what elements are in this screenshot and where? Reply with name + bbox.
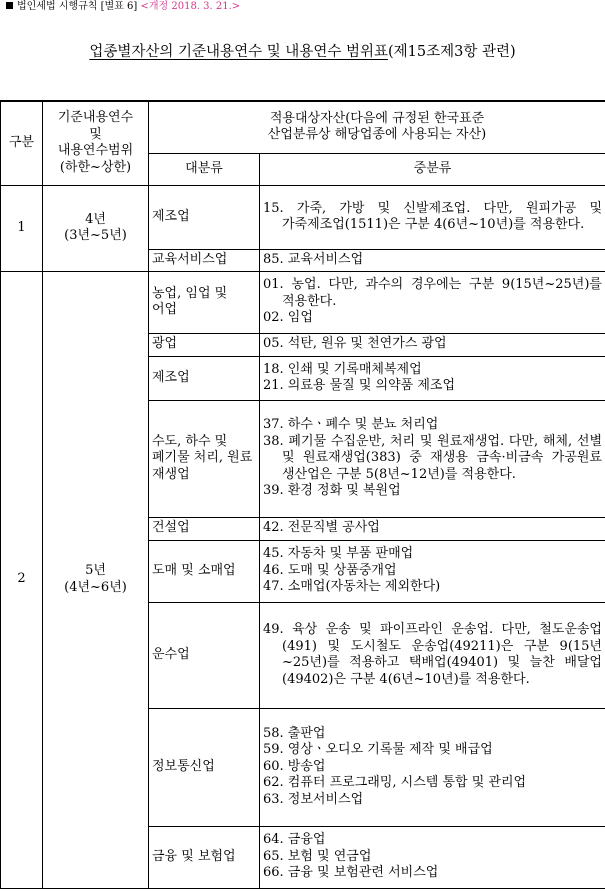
middle-category: 05. 석탄, 원유 및 천연가스 광업 [260,333,605,356]
header-group: 구분 [1,101,43,185]
table-row [1,185,605,249]
title-main: 업종별자산의 기준내용연수 및 내용연수 범위표 [89,44,388,60]
middle-category: 49. 육상 운송 및 파이프라인 운송업. 다만, 철도운송업(491) 및 도시철도 운송업(49211)은 구분 9(15년~25년)를 적용하고 택배업(49401) 및 늘찬 배달업(49402)은 구분 4(6년~10년)를 적용한다. [260,602,605,708]
black-square-icon [6,2,13,9]
major-category: 광업 [149,333,260,356]
middle-category: 37. 하수ㆍ폐수 및 분뇨 처리업 38. 폐기물 수집운반, 처리 및 원료재생업. 다만, 해체, 선별 및 원료재생업(383) 중 재생용 금속·비금속 가공원료 생산업은 구분 5(8년~12년)를 적용한다. 39. 환경 정화 및 복원업 [260,400,605,517]
middle-category: 64. 금융업 65. 보험 및 연금업 66. 금융 및 보험관련 서비스업 [260,826,605,888]
header-life: 기준내용연수 및 내용연수범위 (하한~상한) [43,101,149,185]
header-major: 대분류 [149,153,260,185]
major-category: 건설업 [149,517,260,540]
major-category: 수도, 하수 및 폐기물 처리, 원료 재생업 [149,400,260,517]
middle-category: 58. 출판업 59. 영상ㆍ오디오 기록물 제작 및 배급업 60. 방송업 62. 컴퓨터 프로그래밍, 시스템 통합 및 관리업 63. 정보서비스업 [260,708,605,826]
header-assets: 적용대상자산(다음에 규정된 한국표준 산업분류상 해당업종에 사용되는 자산) [149,101,605,153]
major-category: 교육서비스업 [149,249,260,271]
middle-category: 85. 교육서비스업 [260,249,605,271]
group-life: 5년 (4년~6년) [43,271,149,888]
major-category: 도매 및 소매업 [149,540,260,602]
document-header [6,0,240,14]
middle-category: 18. 인쇄 및 기록매체복제업 21. 의료용 물질 및 의약품 제조업 [260,356,605,400]
major-category: 정보통신업 [149,708,260,826]
header-middle: 중분류 [260,153,605,185]
major-category: 제조업 [149,185,260,249]
major-category: 금융 및 보험업 [149,826,260,888]
middle-category: 42. 전문직별 공사업 [260,517,605,540]
middle-category: 01. 농업. 다만, 과수의 경우에는 구분 9(15년~25년)를 적용한다. 02. 임업 [260,271,605,333]
revision-link[interactable]: <개정 2018. 3. 21.> [140,1,241,12]
middle-category: 15. 가죽, 가방 및 신발제조업. 다만, 원피가공 및 가죽제조업(1511)은 구분 4(6년~10년)를 적용한다. [260,185,605,249]
group-id: 1 [1,185,43,271]
page-title [0,42,605,62]
group-life: 4년 (3년~5년) [43,185,149,271]
asset-life-table [0,100,605,889]
major-category: 운수업 [149,602,260,708]
group-id: 2 [1,271,43,888]
middle-category: 45. 자동차 및 부품 판매업 46. 도매 및 상품중개업 47. 소매업(자동차는 제외한다) [260,540,605,602]
major-category: 제조업 [149,356,260,400]
header-prefix: 법인세법 시행규칙 [별표 6] [17,1,138,12]
table-row [1,271,605,333]
title-reference: (제15조제3항 관련) [387,44,516,60]
major-category: 농업, 임업 및 어업 [149,271,260,333]
